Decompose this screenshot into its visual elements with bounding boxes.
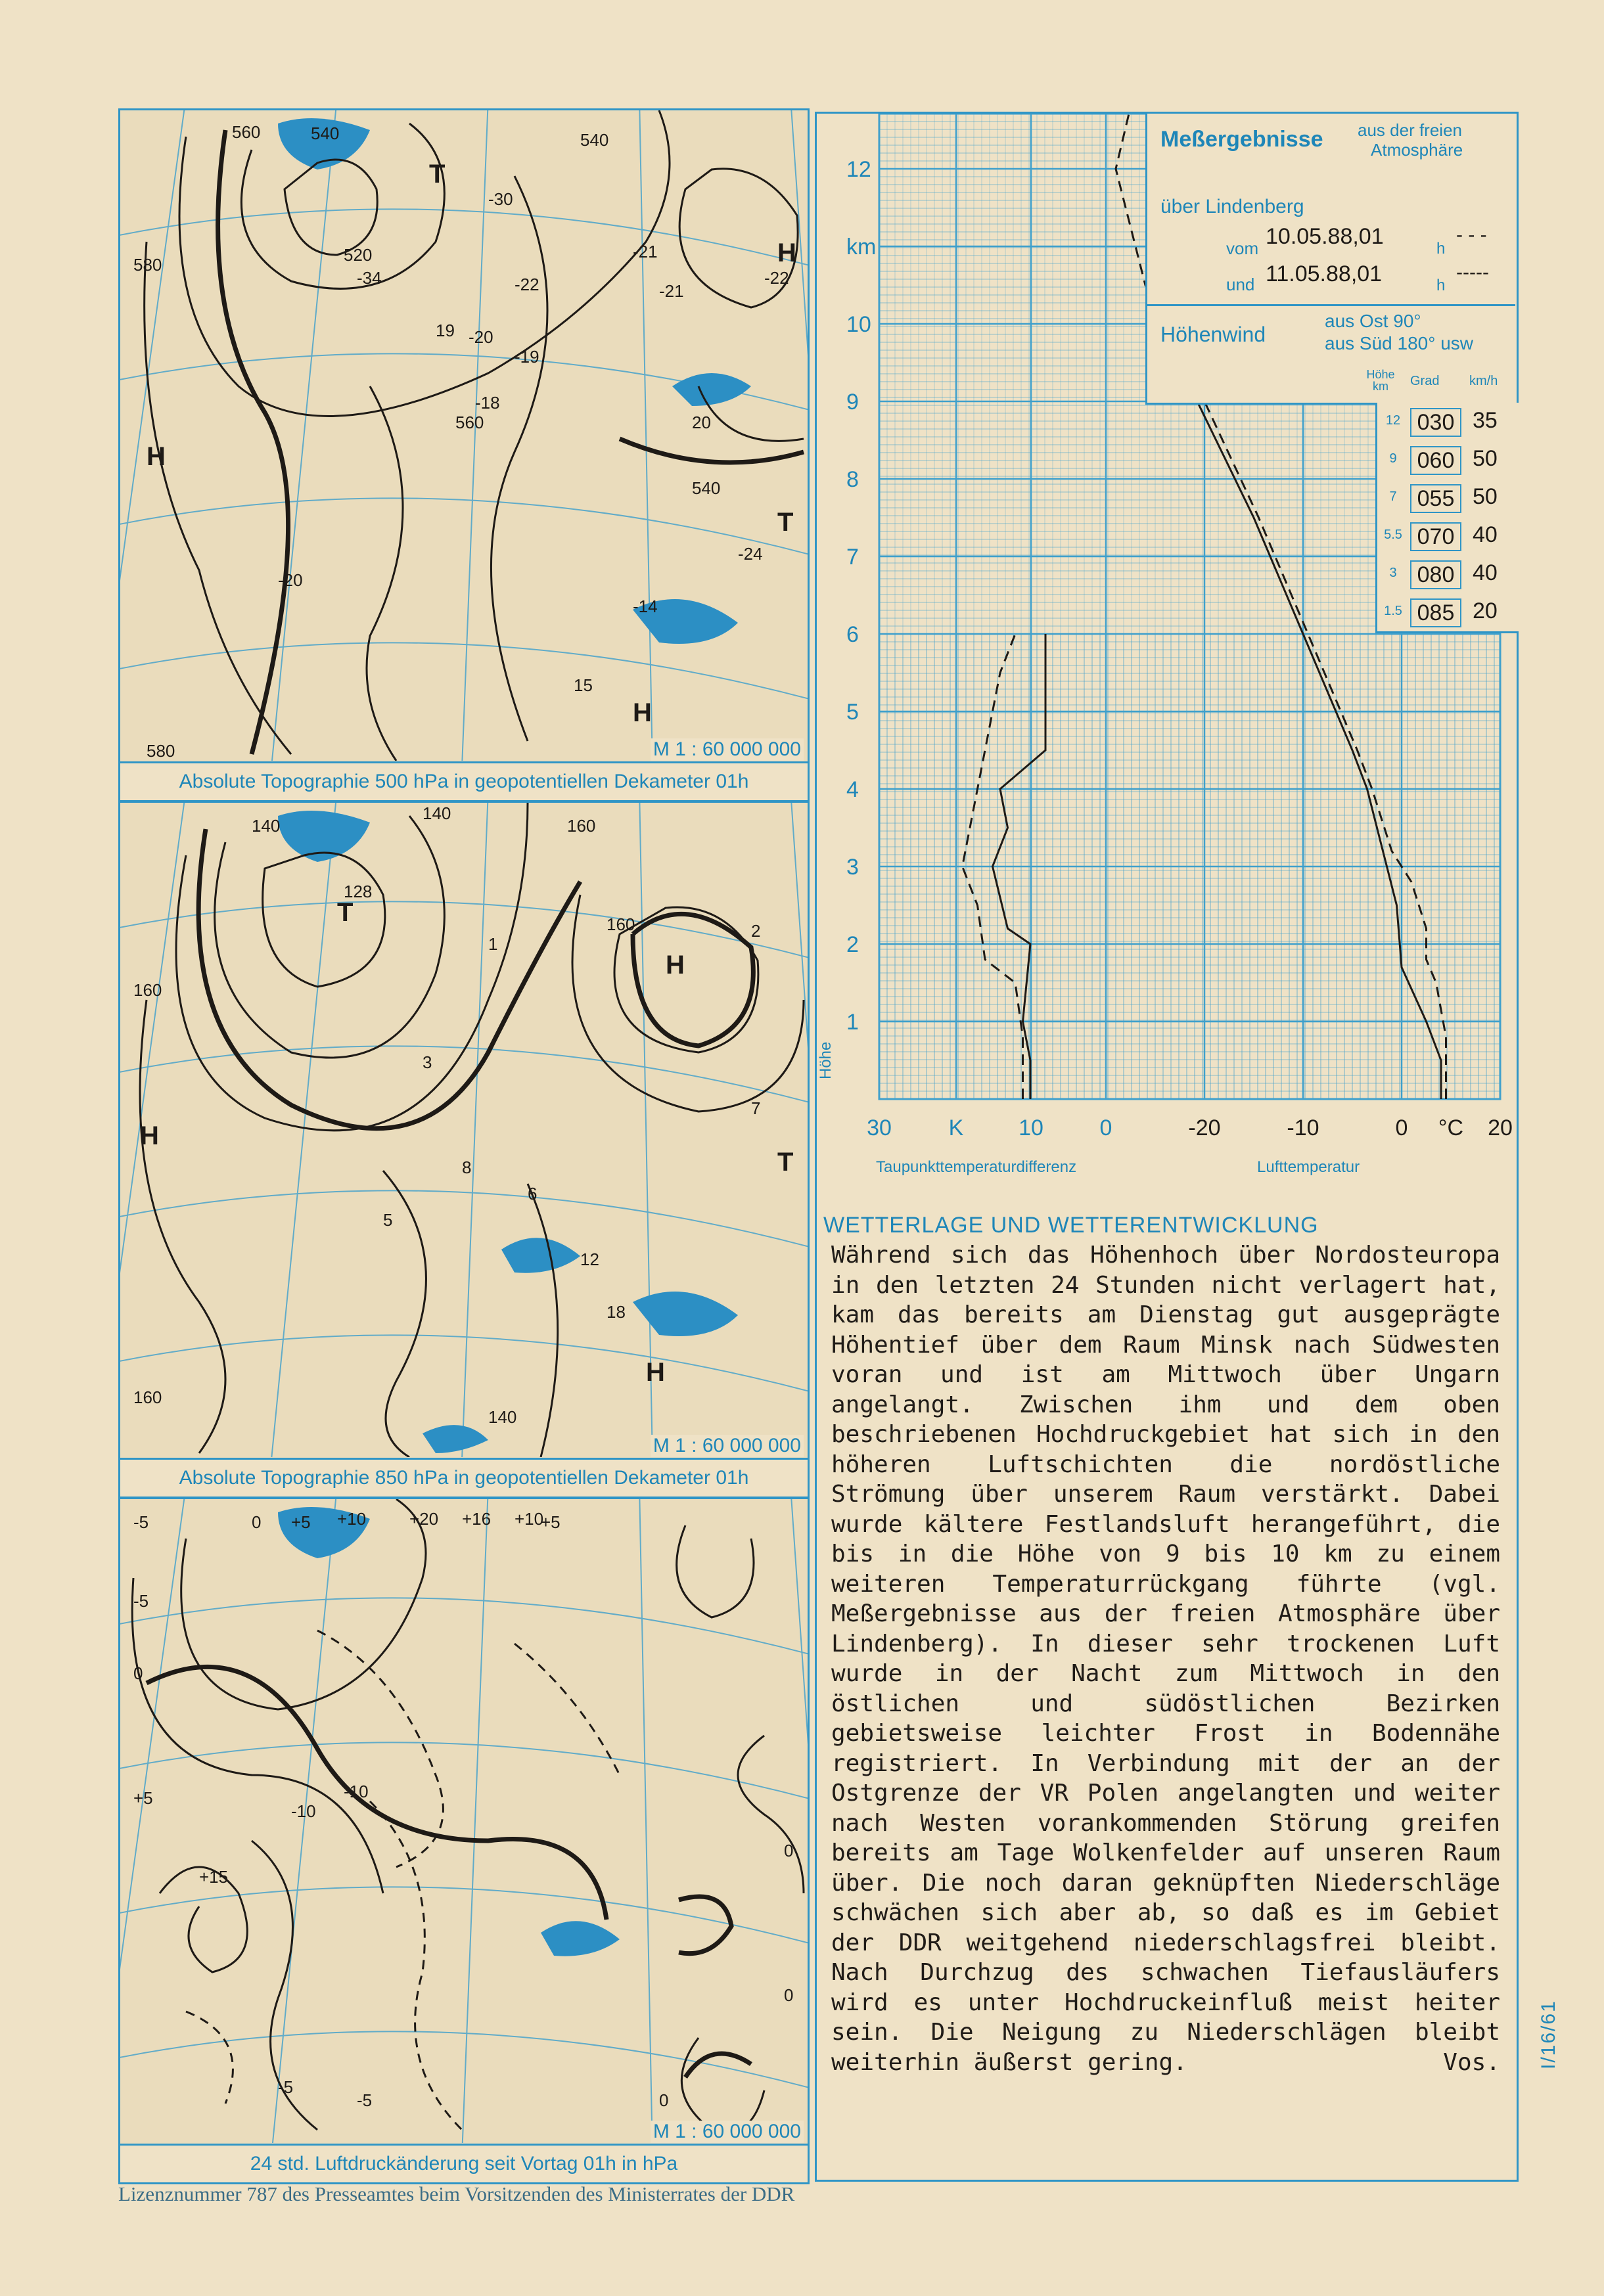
wind-sued: aus Süd 180° usw xyxy=(1325,333,1474,353)
map-0-label-4: 580 xyxy=(133,255,162,275)
map-2-label-14: -5 xyxy=(278,2077,294,2097)
map-0-label-18: -34 xyxy=(357,268,382,288)
wind-row-grad: 030 xyxy=(1410,408,1461,437)
dew-tick-1: K xyxy=(948,1115,964,1140)
map-2-label-2: +5 xyxy=(291,1512,311,1532)
map-pressure-change-scale: M 1 : 60 000 000 xyxy=(651,2121,804,2143)
wind-row-grad: 085 xyxy=(1410,598,1461,627)
y-tick-9: 3 xyxy=(846,855,859,880)
sounding-chart-panel xyxy=(815,112,1519,1205)
map-1-label-10: 5 xyxy=(383,1210,393,1230)
map-0-label-0: 560 xyxy=(232,122,261,142)
side-code: I/16/61 xyxy=(1538,2000,1559,2069)
wind-row-kmh: 50 xyxy=(1473,446,1498,471)
chart-h1: h xyxy=(1436,240,1446,258)
map-pressure-change-drawing xyxy=(120,1499,808,2143)
wind-col-hoehe: Höhe km xyxy=(1366,368,1395,393)
y-tick-6: 6 xyxy=(846,622,859,647)
map-0-label-2: 540 xyxy=(580,130,609,150)
map-1-label-15: 2 xyxy=(751,921,761,941)
map-2-label-0: -5 xyxy=(133,1512,149,1532)
map-1-label-14: 18 xyxy=(607,1302,626,1322)
license-footer: Lizenznummer 787 des Presseamtes beim Vorsitzenden des Ministerrates der DDR xyxy=(118,2182,795,2205)
wind-row xyxy=(1377,441,1519,479)
map-2-label-9: 0 xyxy=(133,1663,143,1683)
chart-und-label: und xyxy=(1226,275,1255,294)
map-2-label-13: -10 xyxy=(291,1801,316,1821)
map-1-label-11: 8 xyxy=(462,1158,472,1177)
y-tick-10: 2 xyxy=(846,932,859,957)
map-2-label-5: +16 xyxy=(462,1509,492,1529)
wind-row-grad: 080 xyxy=(1410,560,1461,589)
temp-axis-label: Lufttemperatur xyxy=(1257,1158,1360,1176)
map-0-label-11: -21 xyxy=(633,242,658,261)
svg-text:H: H xyxy=(666,951,685,979)
map-0-label-22: 15 xyxy=(574,675,593,695)
svg-text:T: T xyxy=(429,160,446,189)
map-1-label-1: 160 xyxy=(567,816,596,836)
y-tick-2: 10 xyxy=(846,312,871,337)
temp-tick-1: -10 xyxy=(1287,1115,1319,1140)
map-0-label-12: -19 xyxy=(515,347,539,367)
wind-row-kmh: 40 xyxy=(1473,522,1498,547)
map-500hpa-caption: Absolute Topographie 500 hPa in geopotentiellen Dekameter 01h xyxy=(120,761,808,800)
wind-row xyxy=(1377,517,1519,555)
map-0-label-16: -24 xyxy=(738,544,763,564)
map-1-label-6: 160 xyxy=(607,914,635,934)
weather-body-text: Während sich das Höhenhoch über Nordosteuropa in den letzten 24 Stunden nicht verlagert hat, kam das bereits am Dienstag gut ausgeprägte Höhentief über dem Raum Minsk nach Südwesten voran und ist am Mittwoch über Ungarn angelangt. Zwischen ihm und dem oben beschriebenen Hochdruckgebiet hat sich in den höheren Luftschichten die nordöstliche Strömung über unserem Raum verstärkt. Dabei wurde kältere Festlandsluft herangeführt, die bis in die Höhe von 9 bis 10 km zu einem weiteren Temperaturrückgang führte (vgl. Meßergebnisse aus der freien Atmosphäre über Lindenberg). In dieser sehr trockenen Luft wurde in der Nacht zum Mittwoch in den östlichen und südöstlichen Bezirken gebietsweise leichter Frost in Bodennähe registriert. In Verbindung mit der an der Ostgrenze der VR Polen angelangten und weiter nach Westen vorankommenden Störung greifen bereits am Tage Wolkenfelder auf unseren Raum über. Die noch daran geknüpften Niederschläge schwächen sich aber ab, so daß es im Gebiet der DDR weitgehend niederschlagsfrei bleibt. Nach Durchzug des schwachen Tiefausläufers wird es unter Hochdruckeinfluß meist heiter sein. Die Neigung zu Niederschlägen bleibt weiterhin äußerst gering. xyxy=(831,1242,1515,2076)
map-1-label-0: 140 xyxy=(252,816,281,836)
map-0-label-7: 540 xyxy=(692,478,721,498)
svg-text:T: T xyxy=(777,1148,794,1177)
map-pressure-change xyxy=(118,1497,810,2184)
map-0-label-15: -20 xyxy=(278,570,303,590)
map-0-label-20: 19 xyxy=(436,321,455,340)
map-0-label-10: -20 xyxy=(469,327,493,347)
wind-row-kmh: 50 xyxy=(1473,484,1498,509)
y-tick-3: 9 xyxy=(846,390,859,415)
temp-tick-0: -20 xyxy=(1188,1115,1221,1140)
chart-line2-style: ----- xyxy=(1456,261,1489,283)
map-2-label-18: 0 xyxy=(784,1985,794,2005)
wind-row-hoehe: 12 xyxy=(1385,413,1401,428)
map-2-label-4: +20 xyxy=(409,1509,439,1529)
map-2-label-12: +15 xyxy=(199,1867,229,1887)
map-1-label-12: 6 xyxy=(528,1184,538,1204)
svg-text:T: T xyxy=(337,898,354,927)
y-tick-5: 7 xyxy=(846,545,859,570)
wind-row-hoehe: 7 xyxy=(1389,489,1397,504)
y-tick-1: km xyxy=(846,235,877,259)
wind-row-grad: 070 xyxy=(1410,522,1461,551)
temp-tick-4: 20 xyxy=(1488,1115,1513,1140)
wind-row-hoehe: 5.5 xyxy=(1384,528,1402,542)
y-tick-7: 5 xyxy=(846,700,859,725)
map-500hpa-scale: M 1 : 60 000 000 xyxy=(651,738,804,761)
map-850hpa-caption: Absolute Topographie 850 hPa in geopotentiellen Dekameter 01h xyxy=(120,1458,808,1497)
wind-ost: aus Ost 90° xyxy=(1325,311,1421,331)
map-2-label-8: -5 xyxy=(133,1591,149,1611)
weather-body xyxy=(831,1240,1515,2077)
map-2-label-3: +10 xyxy=(337,1509,367,1529)
map-1-label-3: 140 xyxy=(488,1407,517,1427)
map-2-label-7: +5 xyxy=(541,1512,561,1532)
map-0-label-19: -21 xyxy=(659,281,684,301)
chart-vom-label: vom xyxy=(1226,238,1259,258)
map-1-label-8: 1 xyxy=(488,934,498,954)
wind-row-kmh: 35 xyxy=(1473,408,1498,433)
map-1-label-4: 160 xyxy=(133,980,162,1000)
dew-tick-3: 0 xyxy=(1099,1115,1112,1140)
map-0-label-3: 520 xyxy=(344,245,373,265)
svg-text:H: H xyxy=(777,238,796,267)
weather-text-panel xyxy=(815,1201,1519,2182)
y-tick-11: 1 xyxy=(846,1010,859,1035)
svg-text:T: T xyxy=(777,508,794,537)
y-axis-label: Höhe xyxy=(817,1041,835,1079)
svg-text:H: H xyxy=(646,1358,665,1387)
map-500hpa-drawing xyxy=(120,110,808,761)
map-0-label-21: 20 xyxy=(692,413,711,432)
map-1-label-13: 12 xyxy=(580,1249,599,1269)
map-2-label-17: 0 xyxy=(784,1841,794,1860)
wind-row-kmh: 20 xyxy=(1473,598,1498,623)
map-0-label-14: -22 xyxy=(764,268,789,288)
map-500hpa xyxy=(118,108,810,802)
wind-row-hoehe: 3 xyxy=(1389,566,1397,580)
chart-h2: h xyxy=(1436,277,1446,294)
map-0-label-5: 580 xyxy=(147,741,175,761)
map-0-label-13: -18 xyxy=(475,393,500,413)
wind-row xyxy=(1377,403,1519,441)
wind-table xyxy=(1375,403,1519,633)
wind-row-grad: 055 xyxy=(1410,484,1461,513)
wind-title: Höhenwind xyxy=(1160,323,1266,346)
map-850hpa xyxy=(118,801,810,1498)
map-1-label-16: 7 xyxy=(751,1098,761,1118)
chart-line1-style: - - - xyxy=(1456,224,1487,246)
map-2-label-1: 0 xyxy=(252,1512,262,1532)
wind-row-hoehe: 9 xyxy=(1389,451,1397,466)
map-pressure-change-caption: 24 std. Luftdruckänderung seit Vortag 01h in hPa xyxy=(120,2144,808,2182)
map-2-label-6: +10 xyxy=(515,1509,544,1529)
map-0-label-1: 540 xyxy=(311,124,340,143)
map-2-label-16: 0 xyxy=(659,2090,669,2110)
map-1-label-7: 140 xyxy=(423,803,451,823)
chart-station: über Lindenberg xyxy=(1160,196,1304,217)
chart-subtitle-2: Atmosphäre xyxy=(1371,140,1463,160)
weather-signature: Vos. xyxy=(1443,2048,1500,2076)
map-1-label-9: 3 xyxy=(423,1052,432,1072)
chart-date2: 11.05.88,01 xyxy=(1266,261,1383,286)
map-850hpa-drawing xyxy=(120,803,808,1457)
map-0-label-9: -22 xyxy=(515,275,539,294)
svg-text:H: H xyxy=(633,698,652,727)
map-1-label-2: 128 xyxy=(344,882,373,901)
map-0-label-6: 560 xyxy=(455,413,484,432)
chart-title: Meßergebnisse xyxy=(1160,127,1323,152)
map-0-label-17: -14 xyxy=(633,597,658,616)
y-tick-8: 4 xyxy=(846,777,859,802)
map-2-label-11: +5 xyxy=(133,1788,153,1808)
chart-subtitle-1: aus der freien xyxy=(1358,120,1462,140)
map-1-label-5: 160 xyxy=(133,1387,162,1407)
map-0-label-8: -30 xyxy=(488,189,513,209)
dew-tick-0: 30 xyxy=(867,1115,892,1140)
map-2-label-10: -10 xyxy=(344,1782,369,1801)
map-2-label-15: -5 xyxy=(357,2090,373,2110)
wind-row-grad: 060 xyxy=(1410,446,1461,475)
wind-row xyxy=(1377,479,1519,517)
map-850hpa-scale: M 1 : 60 000 000 xyxy=(651,1435,804,1457)
svg-text:H: H xyxy=(140,1121,159,1150)
wind-col-grad: Grad xyxy=(1410,374,1440,388)
wind-row-kmh: 40 xyxy=(1473,560,1498,585)
wind-row xyxy=(1377,555,1519,593)
chart-date1: 10.05.88,01 xyxy=(1266,224,1384,249)
y-tick-4: 8 xyxy=(846,467,859,492)
dew-tick-2: 10 xyxy=(1019,1115,1043,1140)
wind-col-kmh: km/h xyxy=(1469,374,1498,388)
wind-row xyxy=(1377,593,1519,631)
dew-axis-label: Taupunkttemperaturdifferenz xyxy=(876,1158,1077,1176)
chart-legend xyxy=(1145,114,1515,405)
temp-tick-2: 0 xyxy=(1395,1115,1408,1140)
temp-tick-3: °C xyxy=(1438,1115,1464,1140)
weather-heading: WETTERLAGE UND WETTERENTWICKLUNG xyxy=(823,1213,1319,1238)
y-tick-0: 12 xyxy=(846,157,871,182)
wind-row-hoehe: 1.5 xyxy=(1384,604,1402,618)
svg-text:H: H xyxy=(147,442,166,471)
